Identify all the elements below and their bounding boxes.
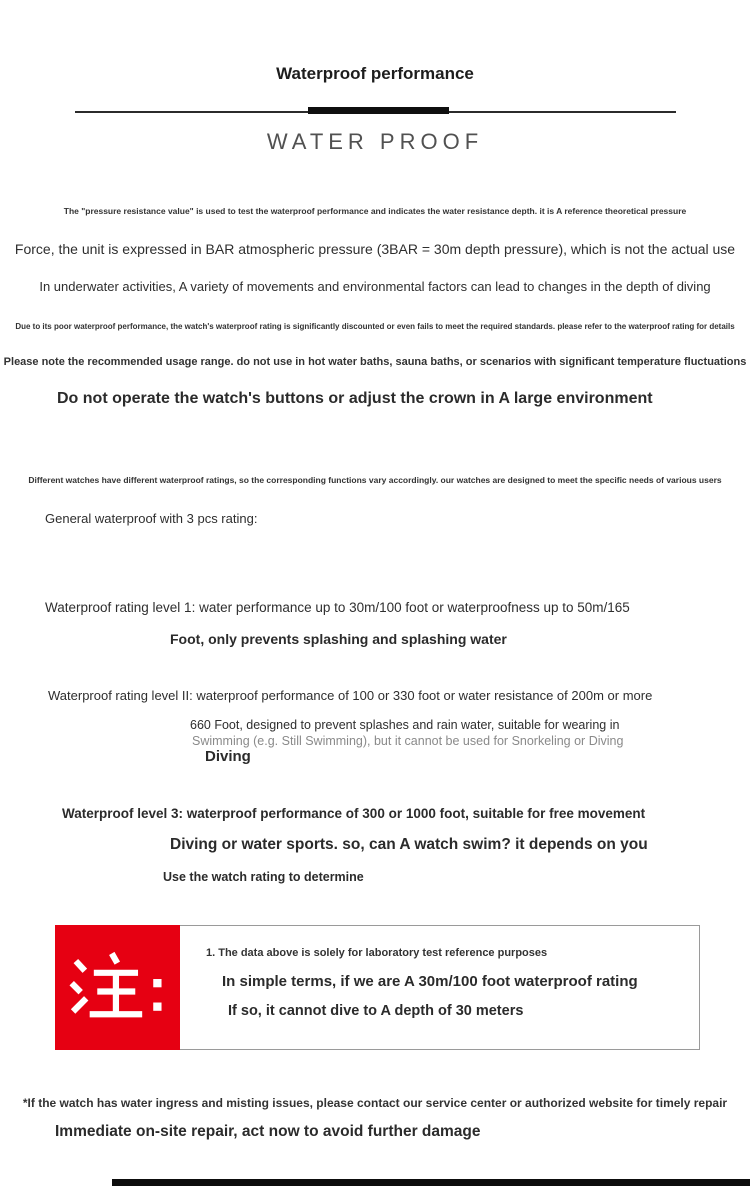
level2-line2: 660 Foot, designed to prevent splashes and rain water, suitable for wearing in <box>190 718 620 732</box>
ratings-heading: General waterproof with 3 pcs rating: <box>45 511 258 526</box>
level2-line1: Waterproof rating level II: waterproof performance of 100 or 330 foot or water resistance of 200m or more <box>48 688 653 703</box>
note-item-3: If so, it cannot dive to A depth of 30 meters <box>228 1003 524 1019</box>
note-item-2: In simple terms, if we are A 30m/100 foot waterproof rating <box>222 973 638 990</box>
divider-accent <box>308 107 449 114</box>
intro-line-5: Please note the recommended usage range. do not use in hot water baths, sauna baths, or scenarios with significant temperature fluctuations <box>3 356 747 368</box>
clipped-text-line: Swimming (e.g. Still Swimming), but it cannot be used for Snorkeling or Diving <box>192 734 624 748</box>
footer-line-2: Immediate on-site repair, act now to avoid further damage <box>55 1123 481 1140</box>
intro-line-6: Do not operate the watch's buttons or adjust the crown in A large environment <box>57 390 653 407</box>
level3-line2: Diving or water sports. so, can A watch swim? it depends on you <box>170 836 648 853</box>
intro-line-4: Due to its poor waterproof performance, the watch's waterproof rating is significantly discounted or even fails to meet the required standards. please refer to the waterproof rating for details <box>15 322 735 331</box>
next-section-edge <box>112 1179 750 1186</box>
level2-line3: Diving <box>205 748 251 765</box>
note-content <box>180 925 700 1050</box>
note-badge <box>55 925 180 1050</box>
intro-line-1: The "pressure resistance value" is used to test the waterproof performance and indicates the water resistance depth. it is A reference theoretical pressure <box>63 206 687 216</box>
page-title: Waterproof performance <box>276 64 474 83</box>
watermark-title: WATER PROOF <box>266 129 484 154</box>
note-box <box>55 925 700 1050</box>
note-zhu-icon <box>66 950 170 1026</box>
footer-line-1: *If the watch has water ingress and misting issues, please contact our service center or authorized website for timely repair <box>22 1096 728 1110</box>
intro-line-3: In underwater activities, A variety of movements and environmental factors can lead to changes in the depth of diving <box>39 279 711 294</box>
level1-line1: Waterproof rating level 1: water performance up to 30m/100 foot or waterproofness up to 50m/165 <box>45 600 630 615</box>
note-item-1: 1. The data above is solely for laboratory test reference purposes <box>206 947 548 959</box>
intro-line-2: Force, the unit is expressed in BAR atmospheric pressure (3BAR = 30m depth pressure), which is not the actual use <box>14 241 736 257</box>
ratings-note: Different watches have different waterproof ratings, so the corresponding functions vary accordingly. our watches are designed to meet the specific needs of various users <box>28 475 722 485</box>
level3-line1: Waterproof level 3: waterproof performance of 300 or 1000 foot, suitable for free movement <box>62 806 646 821</box>
level3-line3: Use the watch rating to determine <box>163 870 364 884</box>
level1-line2: Foot, only prevents splashing and splashing water <box>170 631 507 647</box>
